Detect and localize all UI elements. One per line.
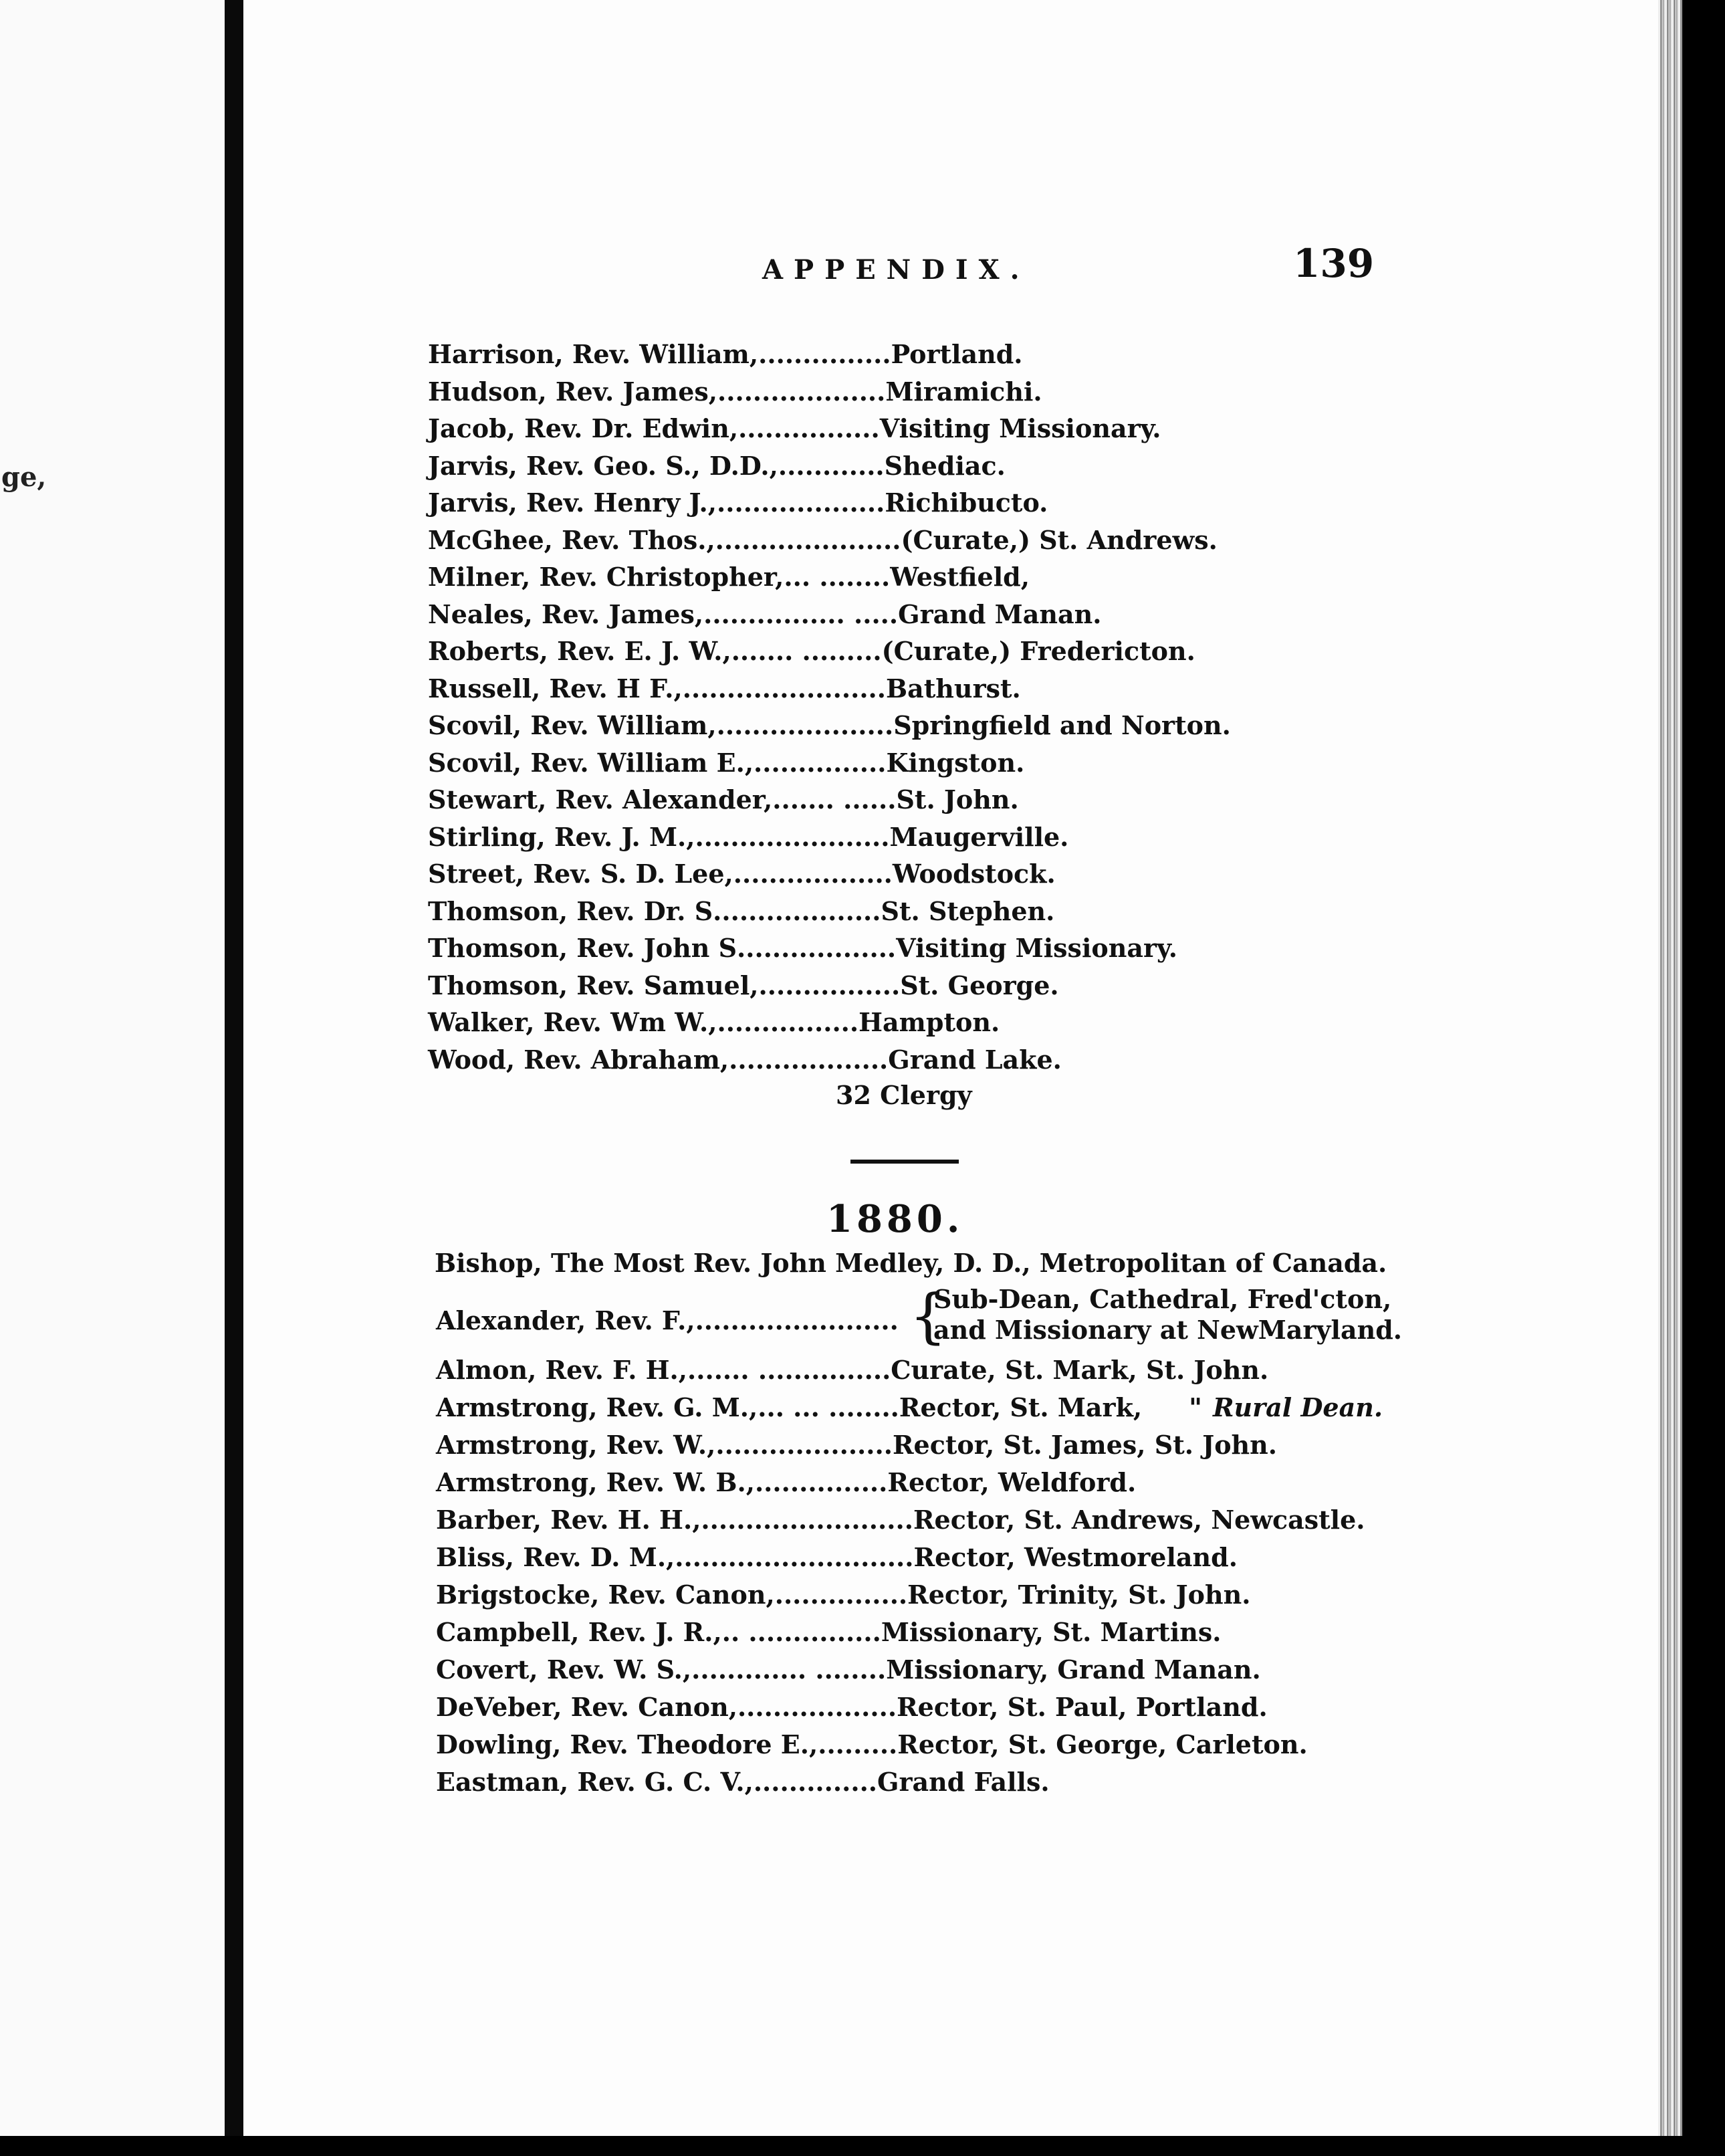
leader-dots: ... ........ (784, 562, 891, 592)
clergy-name: Barber, Rev. H. H., (436, 1505, 701, 1535)
list-item (436, 1428, 1277, 1462)
clergy-name: Wood, Rev. Abraham, (428, 1044, 729, 1075)
year-heading: 1880. (826, 1197, 964, 1241)
leader-dots: ................ (717, 1007, 859, 1037)
clergy-name: Almon, Rev. F. H., (436, 1355, 688, 1385)
list-item (428, 895, 1054, 928)
clergy-post: St. Stephen. (881, 895, 1055, 926)
left-page-fragment: ge, (1, 461, 47, 493)
clergy-name: Hudson, Rev. James, (428, 376, 718, 407)
clergy-post: St. George. (900, 970, 1059, 1000)
list-item (428, 486, 1048, 520)
leader-dots: ............... (758, 339, 891, 369)
leader-dots: ............... (754, 1467, 888, 1497)
clergy-name: Jacob, Rev. Dr. Edwin, (428, 413, 739, 443)
list-item (428, 857, 1056, 891)
list-item (428, 783, 1019, 817)
list-item (436, 1691, 1268, 1724)
clergy-post: Missionary, Grand Manan. (886, 1654, 1261, 1685)
clergy-post: Portland. (891, 339, 1023, 369)
clergy-post: (Curate,) St. Andrews. (901, 524, 1218, 555)
leader-dots: .................. (737, 1692, 897, 1722)
left-page (0, 0, 225, 2156)
alexander-post-line2: and Missionary at NewMaryland. (933, 1315, 1402, 1345)
clergy-post: Curate, St. Mark, St. John. (891, 1355, 1269, 1385)
section-divider (850, 1160, 959, 1164)
clergy-name: Thomson, Rev. Samuel, (428, 970, 759, 1000)
leader-dots: ........................ (701, 1505, 913, 1535)
list-item (428, 635, 1195, 668)
page-edges (1658, 0, 1682, 2156)
clergy-name: McGhee, Rev. Thos., (428, 524, 715, 555)
clergy-name: Thomson, Rev. John S (428, 933, 737, 963)
list-item (428, 746, 1024, 780)
clergy-post: Rector, Westmoreland. (913, 1542, 1238, 1572)
clergy-post: (Curate,) Fredericton. (881, 636, 1195, 666)
clergy-post: Richibucto. (885, 488, 1048, 518)
book-gutter (225, 0, 243, 2156)
list-item (428, 1043, 1062, 1077)
list-item (428, 969, 1059, 1002)
clergy-name: Brigstocke, Rev. Canon, (436, 1580, 775, 1610)
list-item (436, 1653, 1261, 1687)
leader-dots: ............. ........ (691, 1654, 887, 1685)
clergy-post: St. John. (896, 784, 1019, 815)
clergy-post: Rector, St. Andrews, Newcastle. (913, 1505, 1365, 1535)
running-header: APPENDIX. (762, 254, 1030, 286)
clergy-post: Maugerville. (889, 821, 1069, 852)
leader-dots: ....................... (682, 673, 887, 704)
leader-dots: ...................... (695, 821, 890, 852)
clergy-post: Woodstock. (892, 859, 1056, 889)
brace-symbol: { (909, 1281, 947, 1350)
leader-dots: ......... (818, 1729, 898, 1759)
alexander-name: Alexander, Rev. F., (436, 1305, 695, 1335)
list-item (428, 821, 1068, 854)
leader-dots: ....... ...... (772, 784, 897, 815)
page-number: 139 (1293, 241, 1375, 286)
leader-dots: ................... (717, 488, 885, 518)
clergy-name: Walker, Rev. Wm W., (428, 1007, 717, 1037)
leader-dots: ............... (774, 1580, 908, 1610)
clergy-name: DeVeber, Rev. Canon, (436, 1692, 737, 1722)
list-item (436, 1541, 1238, 1574)
bottom-band (0, 2136, 1725, 2156)
list-item (428, 598, 1101, 631)
clergy-post: Rector, Trinity, St. John. (907, 1580, 1251, 1610)
clergy-post: Rector, St. Mark, (899, 1392, 1143, 1422)
clergy-name: Dowling, Rev. Theodore E., (436, 1729, 818, 1759)
list-item (428, 375, 1042, 409)
clergy-post: Hampton. (858, 1007, 1000, 1037)
alexander-post-line1: Sub-Dean, Cathedral, Fred'cton, (933, 1284, 1392, 1314)
alexander-dots: ....................... (695, 1305, 899, 1335)
list-item (436, 1354, 1268, 1387)
clergy-name: Scovil, Rev. William, (428, 710, 717, 740)
ditto-mark: " (1189, 1392, 1202, 1422)
clergy-name: Stirling, Rev. J. M., (428, 821, 695, 852)
list-item (428, 932, 1177, 965)
list-item (428, 672, 1021, 706)
list-item (436, 1503, 1365, 1537)
clergy-name: Milner, Rev. Christopher, (428, 562, 784, 592)
right-page (243, 0, 1682, 2156)
clergy-post: Miramichi. (885, 376, 1042, 407)
rural-dean-note: Rural Dean. (1212, 1392, 1383, 1422)
leader-dots: ................ ..... (703, 599, 899, 629)
clergy-name: Street, Rev. S. D. Lee, (428, 859, 733, 889)
clergy-post: Kingston. (886, 747, 1025, 778)
clergy-post: Rector, Weldford. (887, 1467, 1137, 1497)
clergy-post: Rector, St. James, St. John. (892, 1430, 1278, 1460)
leader-dots: ................... (717, 376, 886, 407)
clergy-name: Scovil, Rev. William E., (428, 747, 754, 778)
clergy-name: Covert, Rev. W. S., (436, 1654, 692, 1685)
clergy-post: Grand Lake. (888, 1044, 1062, 1075)
leader-dots: ....... ......... (731, 636, 882, 666)
clergy-post: Westfield, (890, 562, 1030, 592)
clergy-post: Rector, St. Paul, Portland. (897, 1692, 1268, 1722)
bishop-line: Bishop, The Most Rev. John Medley, D. D., Metropolitan of Canada. (435, 1248, 1387, 1278)
clergy-post: Springfield and Norton. (893, 710, 1231, 740)
list-item (436, 1728, 1308, 1761)
clergy-post: Missionary, St. Martins. (881, 1617, 1222, 1647)
list-item (436, 1616, 1222, 1649)
clergy-name: Eastman, Rev. G. C. V., (436, 1767, 754, 1797)
clergy-post: Shediac. (884, 450, 1006, 481)
list-item (428, 524, 1218, 557)
leader-dots: ... ... ........ (758, 1392, 899, 1422)
clergy-count: 32 Clergy (836, 1080, 972, 1110)
list-item (428, 1006, 1000, 1039)
clergy-name: Campbell, Rev. J. R., (436, 1617, 722, 1647)
clergy-name: Roberts, Rev. E. J. W., (428, 636, 731, 666)
leader-dots: .................... (715, 1430, 893, 1460)
leader-dots: ..................... (715, 524, 901, 555)
leader-dots: ........................... (675, 1542, 914, 1572)
clergy-name: Russell, Rev. H F., (428, 673, 683, 704)
clergy-name: Neales, Rev. James, (428, 599, 704, 629)
clergy-name: Stewart, Rev. Alexander, (428, 784, 773, 815)
leader-dots: .................. (733, 859, 893, 889)
leader-dots: .................. (729, 1044, 889, 1075)
clergy-post: Visiting Missionary. (879, 413, 1161, 443)
list-item (436, 1391, 1383, 1424)
leader-dots: ................... (713, 895, 881, 926)
leader-dots: .. ............... (721, 1617, 881, 1647)
clergy-name: Jarvis, Rev. Henry J., (428, 488, 717, 518)
leader-dots: .............. (753, 1767, 878, 1797)
leader-dots: ................ (738, 413, 880, 443)
leader-dots: ............... (754, 747, 887, 778)
clergy-name: Armstrong, Rev. G. M., (436, 1392, 758, 1422)
list-item (436, 1578, 1250, 1612)
list-item-name (436, 1305, 899, 1335)
leader-dots: ....... ............... (687, 1355, 891, 1385)
leader-dots: .................... (716, 710, 894, 740)
list-item (428, 560, 1030, 594)
list-item (436, 1466, 1136, 1499)
leader-dots: .................. (737, 933, 897, 963)
list-item (428, 338, 1023, 371)
clergy-name: Bliss, Rev. D. M., (436, 1542, 675, 1572)
clergy-post: Grand Falls. (877, 1767, 1050, 1797)
list-item (428, 449, 1006, 483)
clergy-name: Harrison, Rev. William, (428, 339, 759, 369)
clergy-name: Armstrong, Rev. W. B., (436, 1467, 755, 1497)
list-item (436, 1765, 1050, 1799)
clergy-post: Bathurst. (886, 673, 1021, 704)
clergy-name: Armstrong, Rev. W., (436, 1430, 716, 1460)
list-item (428, 412, 1161, 445)
list-item (428, 709, 1231, 742)
clergy-post: Grand Manan. (898, 599, 1102, 629)
clergy-name: Thomson, Rev. Dr. S (428, 895, 713, 926)
clergy-post: Visiting Missionary. (896, 933, 1177, 963)
leader-dots: ................ (758, 970, 901, 1000)
leader-dots: ............ (778, 450, 885, 481)
clergy-post: Rector, St. George, Carleton. (897, 1729, 1308, 1759)
clergy-name: Jarvis, Rev. Geo. S., D.D., (428, 450, 778, 481)
